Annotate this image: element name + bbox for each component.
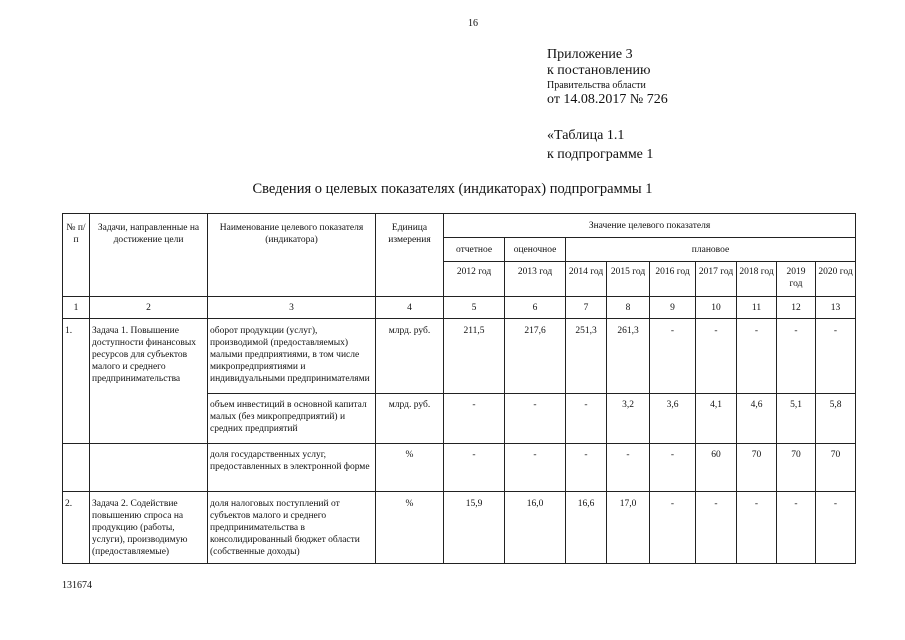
row-task xyxy=(90,444,208,492)
col-number: 10 xyxy=(696,297,737,319)
value-2013: 217,6 xyxy=(505,319,566,394)
value-2016: - xyxy=(650,444,696,492)
row-num xyxy=(63,444,90,492)
value-2012: 211,5 xyxy=(444,319,505,394)
value-2017: - xyxy=(696,319,737,394)
row-unit: % xyxy=(376,492,444,564)
col-number: 4 xyxy=(376,297,444,319)
value-2012: - xyxy=(444,444,505,492)
value-2020: 70 xyxy=(816,444,856,492)
col-number: 13 xyxy=(816,297,856,319)
col-number: 5 xyxy=(444,297,505,319)
value-2019: - xyxy=(777,492,816,564)
value-2019: 70 xyxy=(777,444,816,492)
table-row xyxy=(63,444,856,492)
value-2017: - xyxy=(696,492,737,564)
header-tasks: Задачи, направленные на достижение цели xyxy=(90,214,208,297)
value-2018: 4,6 xyxy=(737,394,777,444)
row-unit: % xyxy=(376,444,444,492)
value-2020: - xyxy=(816,319,856,394)
table-ref-line-2: к подпрограмме 1 xyxy=(547,147,654,162)
year-2016: 2016 год xyxy=(650,262,696,297)
value-2012: - xyxy=(444,394,505,444)
row-indicator: доля налоговых поступлений от субъектов малого и среднего предпринимательства в консолидированный бюджет области (собственные доходы) xyxy=(208,492,376,564)
col-number: 7 xyxy=(566,297,607,319)
appendix-line-1: Приложение 3 xyxy=(547,47,633,62)
col-number: 3 xyxy=(208,297,376,319)
value-2019: 5,1 xyxy=(777,394,816,444)
value-2015: 17,0 xyxy=(607,492,650,564)
year-2013: 2013 год xyxy=(505,262,566,297)
year-2014: 2014 год xyxy=(566,262,607,297)
value-2018: - xyxy=(737,492,777,564)
header-num: № п/п xyxy=(63,214,90,297)
page-number: 16 xyxy=(468,18,478,29)
value-2020: 5,8 xyxy=(816,394,856,444)
col-number: 9 xyxy=(650,297,696,319)
indicators-table xyxy=(62,213,856,564)
footer-number: 131674 xyxy=(62,580,92,591)
value-2013: - xyxy=(505,444,566,492)
col-number: 6 xyxy=(505,297,566,319)
value-2018: - xyxy=(737,319,777,394)
table-ref-line-1: «Таблица 1.1 xyxy=(547,128,625,143)
header-unit: Единица измерения xyxy=(376,214,444,297)
header-estimated: оценочное xyxy=(505,238,566,262)
value-2014: 16,6 xyxy=(566,492,607,564)
row-unit: млрд. руб. xyxy=(376,394,444,444)
year-2019: 2019 год xyxy=(777,262,816,297)
header-indicator: Наименование целевого показателя (индикатора) xyxy=(208,214,376,297)
row-indicator: доля государственных услуг, предоставленных в электронной форме xyxy=(208,444,376,492)
col-number: 2 xyxy=(90,297,208,319)
document-title: Сведения о целевых показателях (индикаторах) подпрограммы 1 xyxy=(252,181,653,197)
value-2019: - xyxy=(777,319,816,394)
header-reported: отчетное xyxy=(444,238,505,262)
value-2012: 15,9 xyxy=(444,492,505,564)
column-numbers-row xyxy=(63,297,856,319)
value-2016: - xyxy=(650,492,696,564)
value-2017: 60 xyxy=(696,444,737,492)
col-number: 1 xyxy=(63,297,90,319)
year-2020: 2020 год xyxy=(816,262,856,297)
value-2018: 70 xyxy=(737,444,777,492)
value-2015: 261,3 xyxy=(607,319,650,394)
year-2015: 2015 год xyxy=(607,262,650,297)
value-2015: 3,2 xyxy=(607,394,650,444)
value-2015: - xyxy=(607,444,650,492)
row-task: Задача 2. Содействие повышению спроса на продукцию (работы, услуги), производимую (предоставляемые) xyxy=(90,492,208,564)
row-num: 1. xyxy=(63,319,90,444)
table-row xyxy=(63,319,856,394)
value-2017: 4,1 xyxy=(696,394,737,444)
value-2014: - xyxy=(566,394,607,444)
row-unit: млрд. руб. xyxy=(376,319,444,394)
header-planned: плановое xyxy=(566,238,856,262)
appendix-line-4: от 14.08.2017 № 726 xyxy=(547,92,668,107)
value-2016: - xyxy=(650,319,696,394)
appendix-block xyxy=(547,47,668,108)
value-2013: - xyxy=(505,394,566,444)
header-value: Значение целевого показателя xyxy=(444,214,856,238)
col-number: 12 xyxy=(777,297,816,319)
row-num: 2. xyxy=(63,492,90,564)
year-2012: 2012 год xyxy=(444,262,505,297)
row-indicator: объем инвестиций в основной капитал малых (без микропредприятий) и средних предприятий xyxy=(208,394,376,444)
table-row xyxy=(63,492,856,564)
row-task: Задача 1. Повышение доступности финансовых ресурсов для субъектов малого и среднего предпринимательства xyxy=(90,319,208,444)
value-2014: - xyxy=(566,444,607,492)
value-2014: 251,3 xyxy=(566,319,607,394)
appendix-line-2: к постановлению xyxy=(547,63,651,78)
year-2018: 2018 год xyxy=(737,262,777,297)
appendix-line-3: Правительства области xyxy=(547,80,646,91)
col-number: 8 xyxy=(607,297,650,319)
row-indicator: оборот продукции (услуг), производимой (предоставляемых) малыми предприятиями, в том числе микропредприятиями и индивидуальными предпринимателями xyxy=(208,319,376,394)
year-2017: 2017 год xyxy=(696,262,737,297)
value-2013: 16,0 xyxy=(505,492,566,564)
value-2016: 3,6 xyxy=(650,394,696,444)
header-row-1 xyxy=(63,214,856,238)
col-number: 11 xyxy=(737,297,777,319)
value-2020: - xyxy=(816,492,856,564)
table-reference xyxy=(547,126,653,164)
